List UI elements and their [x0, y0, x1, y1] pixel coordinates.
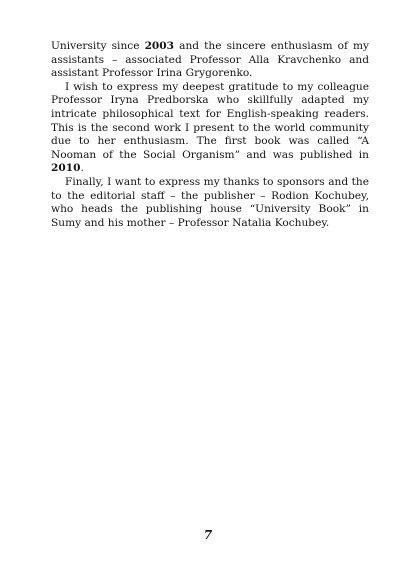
- paragraph-2: [51, 81, 369, 176]
- year-2003: 2003: [144, 40, 175, 52]
- text-segment: University since: [51, 40, 145, 52]
- paragraph-3: [51, 176, 369, 230]
- text-segment: I wish to express my deepest gratitude to my colleague Professor Iryna Predborska who skillfully adapted my intricate philosophical text for English-speaking readers. This is the second work I present to the world community due to her enthusiasm. The first book was called “A Nooman of the Social Organism” and was published in: [51, 80, 369, 161]
- page-number: 7: [203, 528, 213, 542]
- paragraph-1: [51, 40, 369, 81]
- year-2010: 2010: [51, 162, 81, 175]
- body-text: [51, 40, 369, 230]
- text-segment: .: [80, 162, 84, 175]
- text-segment: Finally, I want to express my thanks to sponsors and the to the editorial staff – the publisher – Rodion Kochubey, who heads the publishing house “University Book” in Sumy and his mother – Professor Natalia Kochubey.: [51, 175, 369, 229]
- text-segment: and the sincere enthusiasm of my assistants – associated Professor Alla Kravchenko and assistant Professor Irina Grygorenko.: [51, 40, 370, 80]
